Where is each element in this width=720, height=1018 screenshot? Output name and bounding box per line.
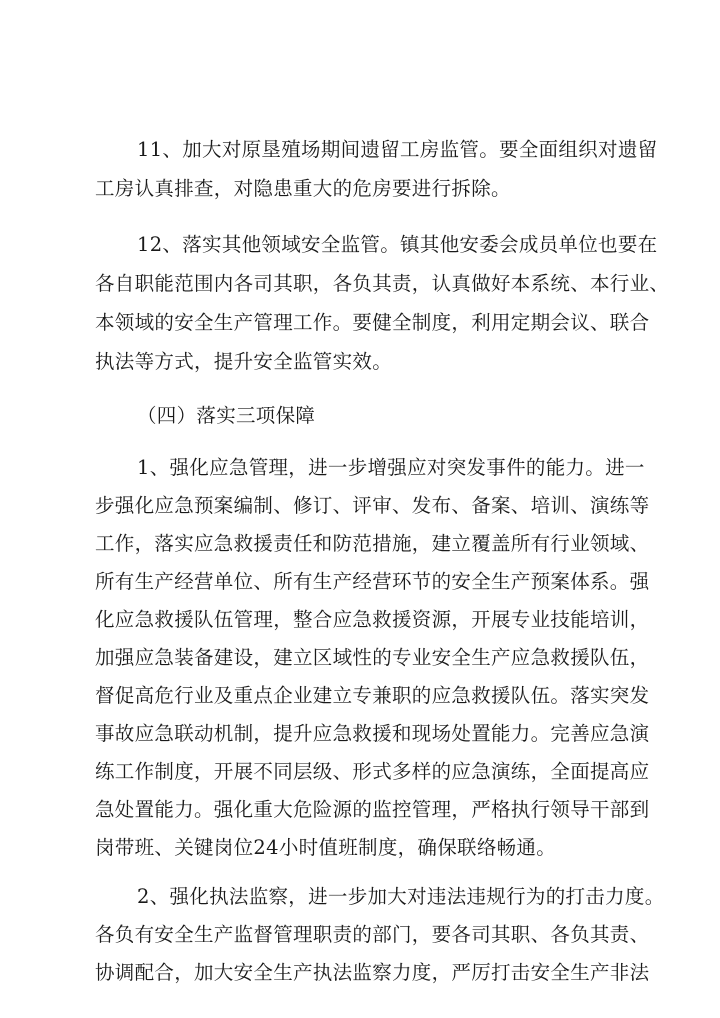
paragraph-line: 工房认真排查，对隐患重大的危房要进行拆除。 [95, 177, 511, 200]
paragraph-line: 化应急救援队伍管理，整合应急救援资源，开展专业技能培训， [95, 608, 650, 631]
paragraph-line: 练工作制度，开展不同层级、形式多样的应急演练，全面提高应 [95, 760, 650, 783]
section-heading: （四）落实三项保障 [137, 404, 316, 427]
paragraph-line: 督促高危行业及重点企业建立专兼职的应急救援队伍。落实突发 [95, 684, 650, 707]
paragraph-line: 1、强化应急管理，进一步增强应对突发事件的能力。进一 [137, 456, 645, 479]
paragraph-line: 12、落实其他领域安全监管。镇其他安委会成员单位也要在 [137, 233, 658, 256]
paragraph-line: 工作，落实应急救援责任和防范措施，建立覆盖所有行业领域、 [95, 532, 650, 555]
paragraph-line: 各负有安全生产监督管理职责的部门，要各司其职、各负其责、 [95, 923, 650, 946]
paragraph-line: 加强应急装备建设，建立区域性的专业安全生产应急救援队伍， [95, 646, 650, 669]
paragraph-line: 执法等方式，提升安全监管实效。 [95, 350, 393, 373]
paragraph-line: 协调配合，加大安全生产执法监察力度，严厉打击安全生产非法 [95, 961, 650, 984]
paragraph-line: 急处置能力。强化重大危险源的监控管理，严格执行领导干部到 [95, 798, 650, 821]
paragraph-line: 步强化应急预案编制、修订、评审、发布、备案、培训、演练等 [95, 494, 650, 517]
paragraph-line: 事故应急联动机制，提升应急救援和现场处置能力。完善应急演 [95, 722, 650, 745]
paragraph-line: 本领域的安全生产管理工作。要健全制度，利用定期会议、联合 [95, 311, 650, 334]
paragraph-line: 岗带班、关键岗位24小时值班制度，确保联络畅通。 [95, 836, 557, 859]
paragraph-line: 所有生产经营单位、所有生产经营环节的安全生产预案体系。强 [95, 570, 650, 593]
paragraph-line: 2、强化执法监察，进一步加大对违法违规行为的打击力度。 [137, 885, 665, 908]
paragraph-line: 11、加大对原垦殖场期间遗留工房监管。要全面组织对遗留 [137, 138, 658, 161]
paragraph-line: 各自职能范围内各司其职，各负其责，认真做好本系统、本行业、 [95, 272, 670, 295]
